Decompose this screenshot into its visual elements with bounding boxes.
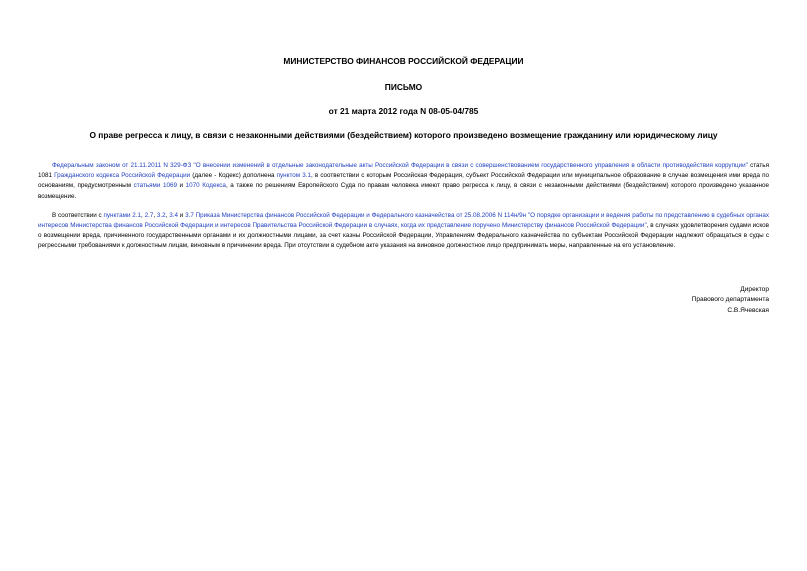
- link-point-3-2[interactable]: 3.2: [156, 211, 166, 219]
- link-point-2-7[interactable]: 2.7: [144, 211, 154, 219]
- signature-department: Правового департамента: [691, 296, 769, 304]
- link-article-1070[interactable]: 1070 Кодекса: [185, 182, 226, 190]
- link-federal-law-329[interactable]: Федеральным законом от 21.11.2011 N 329-ФЗ "О внесении изменений в отдельные законодательные акты Российской Федерации в связи с совершенствованием государственного управления в области противодействия коррупции": [52, 162, 748, 169]
- text: статья 1081: [38, 162, 769, 180]
- text: и: [177, 211, 186, 219]
- text: и: [176, 182, 186, 190]
- ministry-title: МИНИСТЕРСТВО ФИНАНСОВ РОССИЙСКОЙ ФЕДЕРАЦИИ: [283, 56, 524, 66]
- paragraph-2: [38, 211, 769, 252]
- document-subject: О праве регресса к лицу, в связи с незаконными действиями (бездействием) которого произведено возмещение гражданину или юридическому лицу: [89, 130, 718, 140]
- link-civil-code[interactable]: Гражданского кодекса Российской Федерации: [54, 172, 191, 180]
- signature-block: [692, 285, 769, 316]
- text: , в случаях удовлетворения судами исков о возмещении вреда, причиненного государственными органами и их должностными лицами, за счет казны Российской Федерации, Управлениям Федерального казначейства по субъектам Российской Федерации надлежит обращаться в суды с регрессными требованиями к должностным лицам, виновным в причинении вреда. При отсутствии в судебном акте указания на виновное должностное лицо предпринимать меры, направленные на его установление.: [38, 222, 769, 250]
- text: В соответствии с: [52, 211, 104, 219]
- separator: ,: [153, 211, 157, 219]
- signature-name: С.В.Ячевская: [727, 306, 769, 314]
- link-point-2-1[interactable]: пунктами 2.1: [103, 211, 142, 219]
- paragraph-1: [38, 161, 769, 202]
- link-point-3-4[interactable]: 3.4: [169, 211, 178, 219]
- signature-position: Директор: [740, 286, 769, 293]
- separator: ,: [141, 211, 145, 219]
- document-date-number: от 21 марта 2012 года N 08-05-04/785: [328, 106, 479, 116]
- link-article-1069[interactable]: статьями 1069: [133, 182, 177, 190]
- document-type: ПИСЬМО: [384, 82, 423, 92]
- link-order-114n-9n[interactable]: 3.7 Приказа Министерства финансов Российской Федерации и Федерального казначейства от 25.08.2006 N 114н/9н "О порядке организации и ведения работы по представлению в судебных органах интересов Министерства финансов Российской Федерации и интересов Правительства Российской Федерации в случаях, когда их представление поручено Министерству финансов Российской Федерации": [38, 211, 770, 230]
- link-point-3-1[interactable]: пунктом 3.1: [276, 172, 311, 180]
- text: , а также по решениям Европейского Суда по правам человека имеют право регресса к лицу, в связи с незаконными действиями (бездействием) которого произведено указанное возмещение.: [38, 182, 769, 200]
- text: (далее - Кодекс) дополнена: [190, 172, 277, 180]
- text: , в соответствии с которым Российская Федерация, субъект Российской Федерации или муниципальное образование в случае возмещения ими вреда по основаниям, предусмотренным: [38, 172, 769, 190]
- separator: ,: [165, 211, 170, 219]
